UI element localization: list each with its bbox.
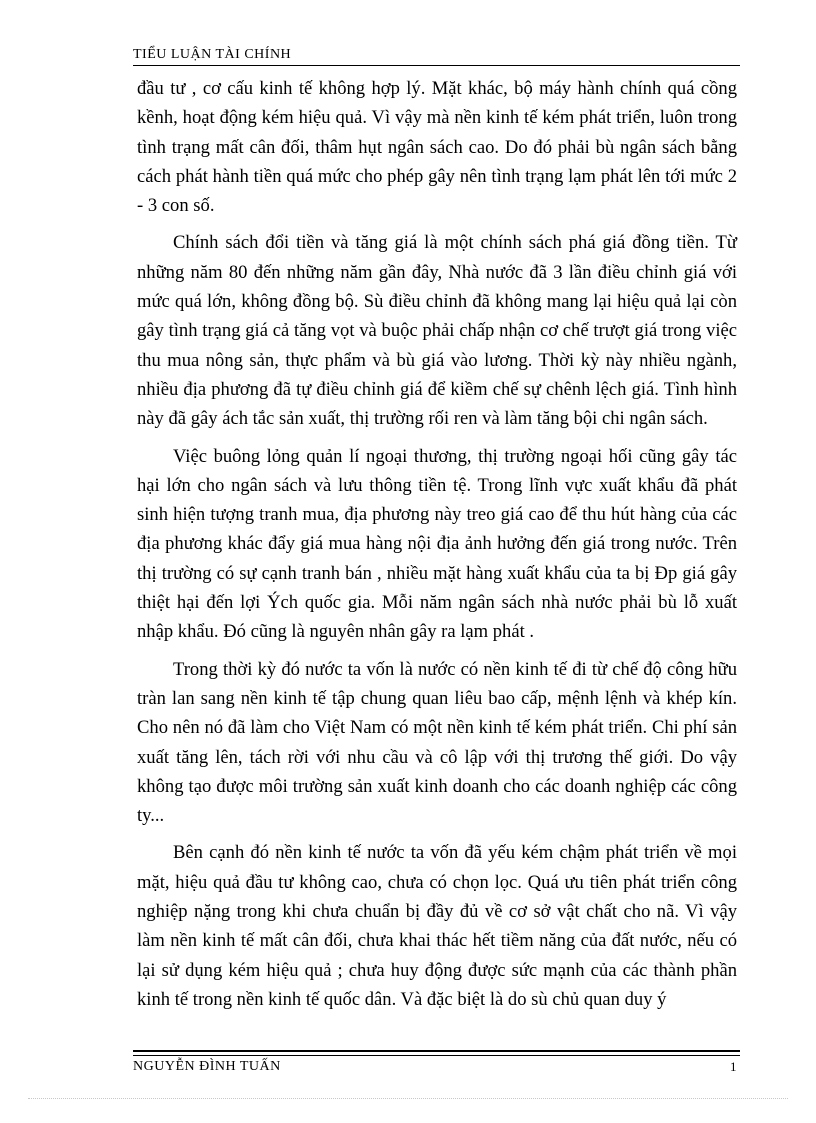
document-body <box>137 74 737 1022</box>
footer-divider-thin <box>133 1055 740 1056</box>
page-break-marker <box>28 1098 788 1099</box>
header-divider <box>133 65 740 66</box>
page-number: 1 <box>730 1059 737 1074</box>
footer-divider-thick <box>133 1050 740 1052</box>
footer-author: NGUYỄN ĐÌNH TUẤN <box>133 1059 281 1074</box>
paragraph-2: Chính sách đổi tiền và tăng giá là một chính sách phá giá đồng tiền. Từ những năm 80 đến những năm gần đây, Nhà nước đã 3 lần điều chỉnh giá với mức quá lớn, không đồng bộ. Sù điều chỉnh đã không mang lại hiệu quả lại còn gây tình trạng giá cả tăng vọt và buộc phải chấp nhận cơ chế trượt giá trong việc thu mua nông sản, thực phẩm và bù giá vào lương. Thời kỳ này nhiều ngành, nhiều địa phương đã tự điều chỉnh giá để kiềm chế sự chênh lệch giá. Tình hình này đã gây ách tắc sản xuất, thị trường rối ren và làm tăng bội chi ngân sách. <box>137 232 737 430</box>
paragraph-3: Việc buông lỏng quản lí ngoại thương, thị trường ngoại hối cũng gây tác hại lớn cho ngân sách và lưu thông tiền tệ. Trong lĩnh vực xuất khẩu đã phát sinh hiện tượng tranh mua, địa phương này treo giá cao để thu hút hàng của các địa phương khác đẩy giá mua hàng nội địa ảnh hưởng đến giá trong nước. Trên thị trường có sự cạnh tranh bán , nhiều mặt hàng xuất khẩu của ta bị Ðp giá gây thiệt hại đến lợi Ých quốc gia. Mỗi năm ngân sách nhà nước phải bù lỗ xuất nhập khẩu. Đó cũng là nguyên nhân gây ra lạm phát . <box>137 445 737 643</box>
paragraph-1: đầu tư , cơ cấu kinh tế không hợp lý. Mặt khác, bộ máy hành chính quá cồng kềnh, hoạt động kém hiệu quả. Vì vậy mà nền kinh tế kém phát triển, luôn trong tình trạng mất cân đối, thâm hụt ngân sách cao. Do đó phải bù ngân sách bằng cách phát hành tiền quá mức cho phép gây nên tình trạng lạm phát lên tới mức 2 - 3 con số. <box>137 78 737 217</box>
page-header-title: TIỂU LUẬN TÀI CHÍNH <box>133 47 292 62</box>
paragraph-4: Trong thời kỳ đó nước ta vốn là nước có nền kinh tế đi từ chế độ công hữu tràn lan sang nền kinh tế tập chung quan liêu bao cấp, mệnh lệnh và khép kín. Cho nên nó đã làm cho Việt Nam có một nền kinh tế kém phát triển. Chi phí sản xuất tăng lên, tách rời với nhu cầu và cô lập với thị trương thế giới. Do vậy không tạo được môi trường sản xuất kinh doanh cho các doanh nghiệp các công ty... <box>137 658 737 827</box>
paragraph-5: Bên cạnh đó nền kinh tế nước ta vốn đã yếu kém chậm phát triển về mọi mặt, hiệu quả đầu tư không cao, chưa có chọn lọc. Quá ưu tiên phát triển công nghiệp nặng trong khi chưa chuẩn bị đầy đủ về cơ sở vật chất cho nã. Vì vậy làm nền kinh tế mất cân đối, chưa khai thác hết tiềm năng của đất nước, nếu có lại sử dụng kém hiệu quả ; chưa huy động được sức mạnh của các thành phần kinh tế trong nền kinh tế quốc dân. Và đặc biệt là do sù chủ quan duy ý <box>137 842 737 1010</box>
